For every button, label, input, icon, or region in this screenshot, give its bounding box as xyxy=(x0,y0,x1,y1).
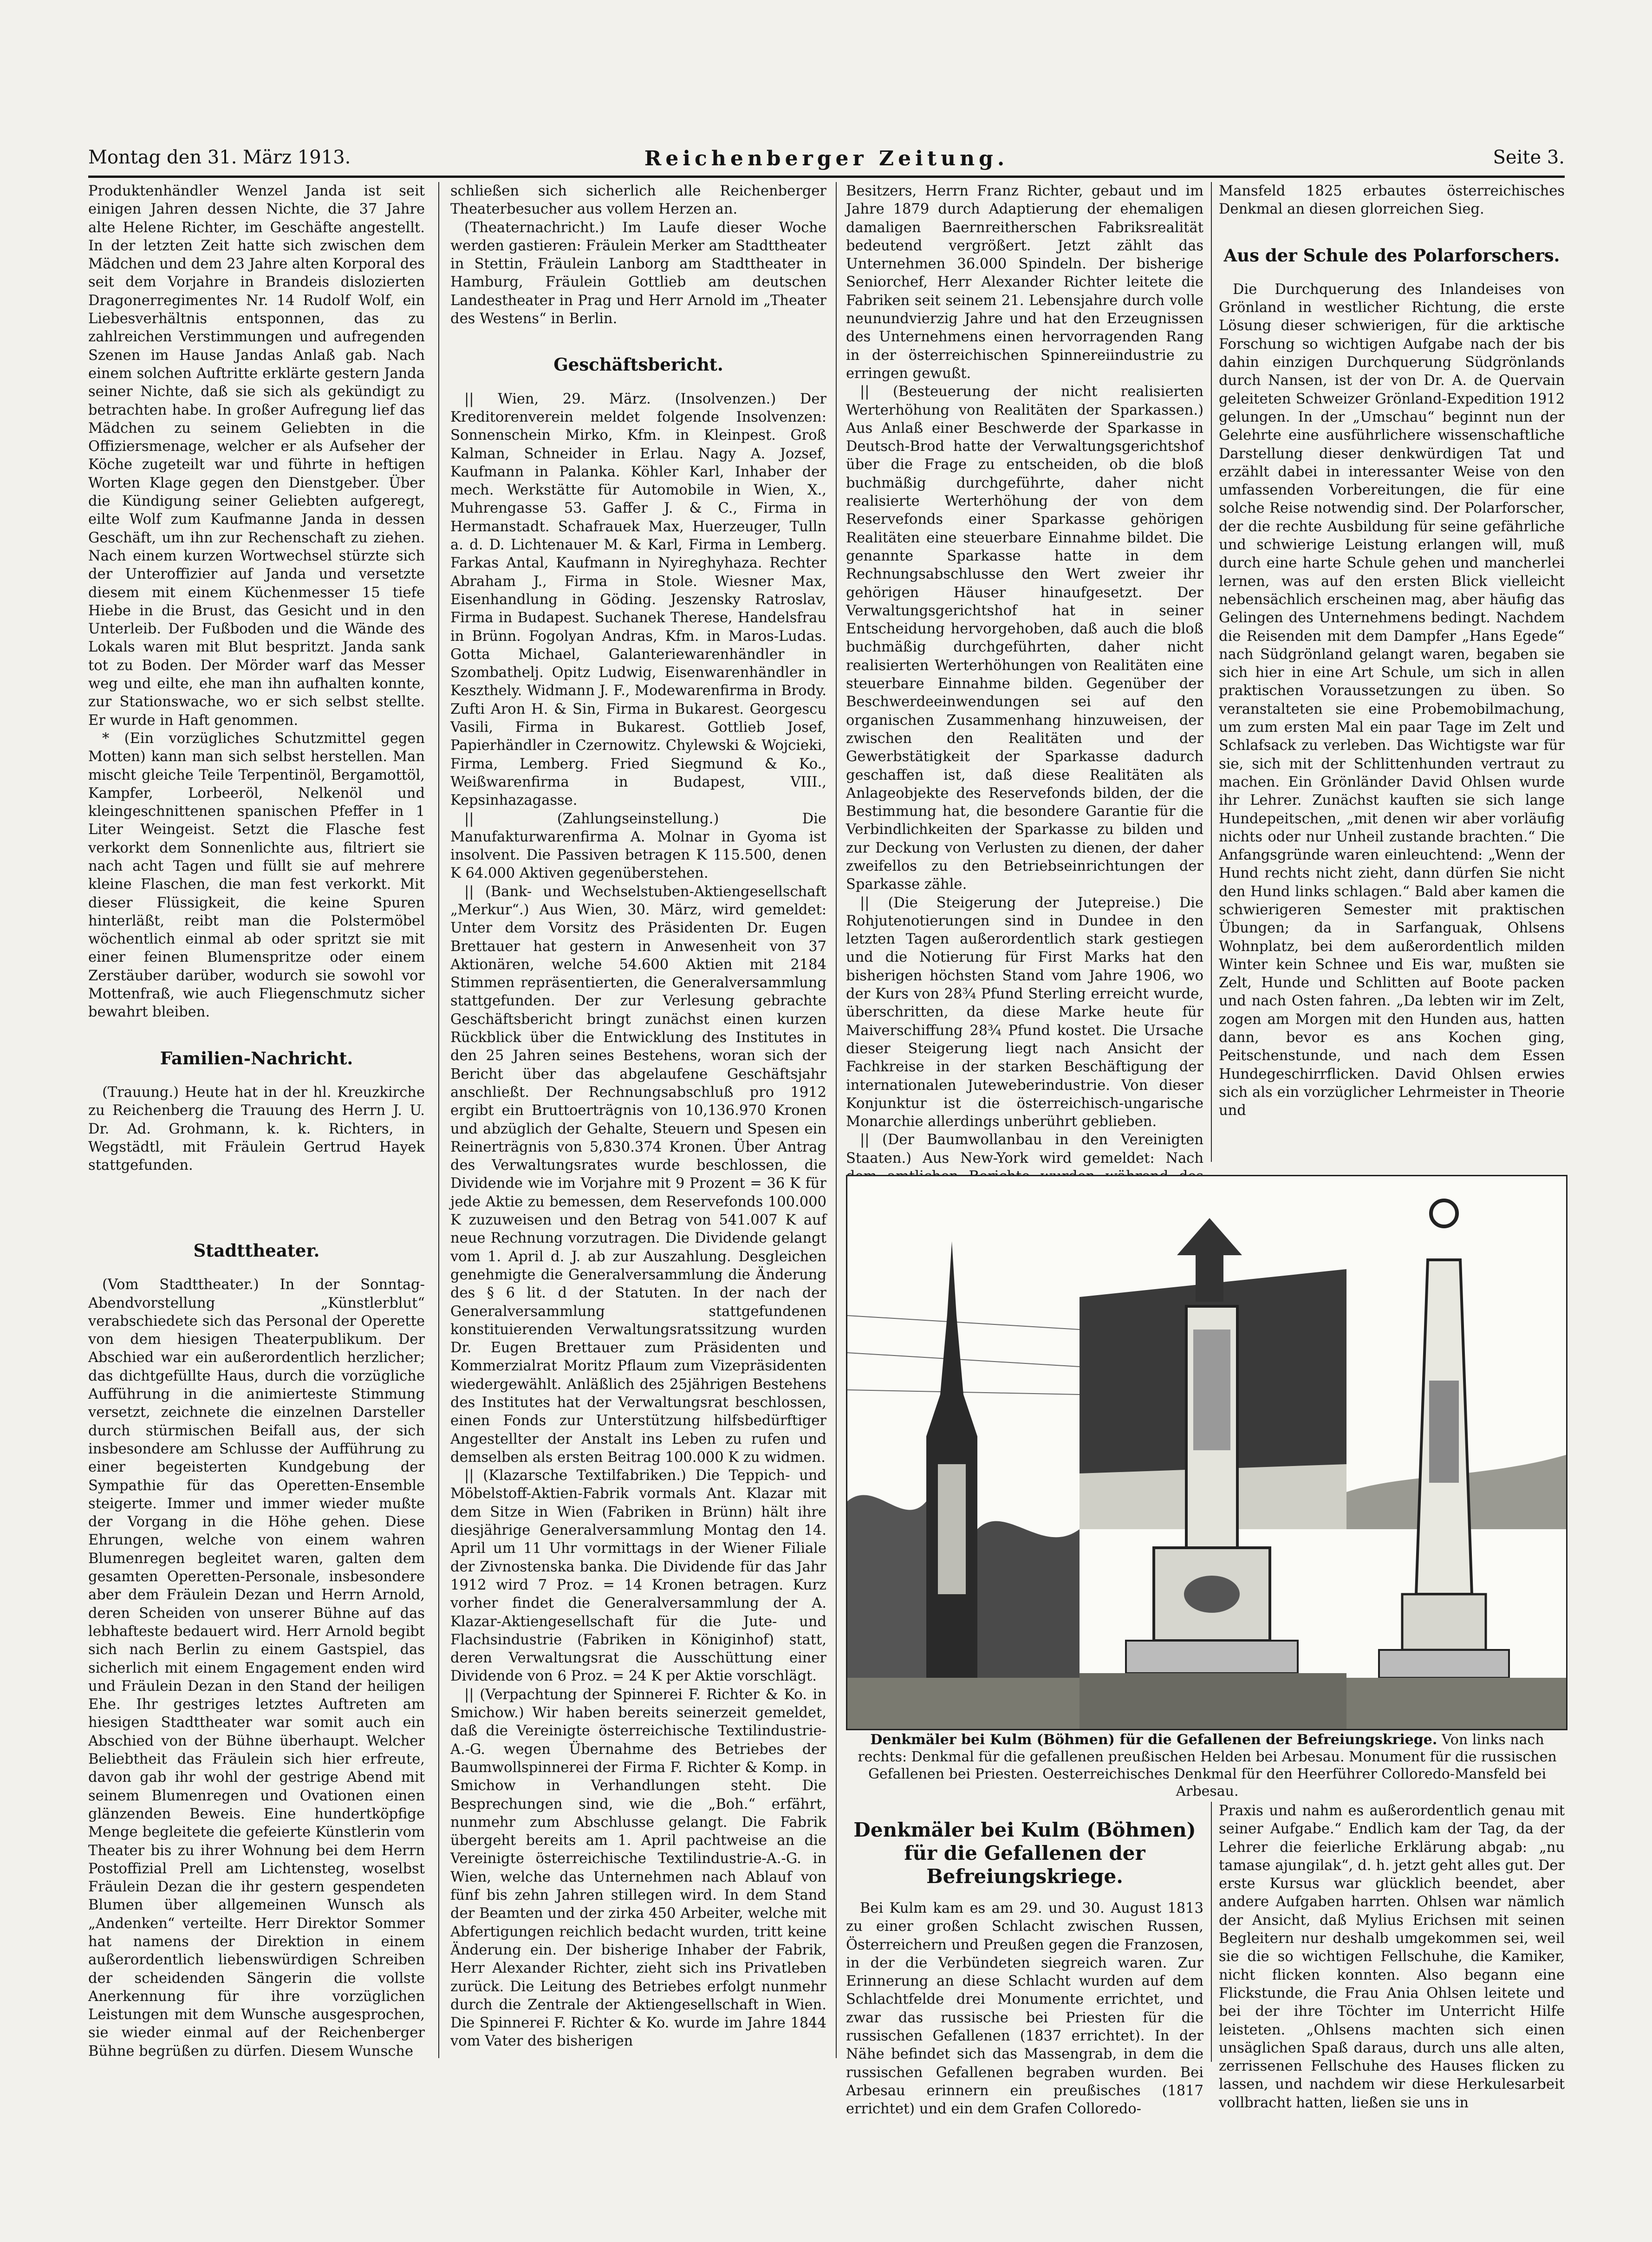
column-5 xyxy=(846,1802,1203,2118)
article-richter-spinning: || (Verpachtung der Spinnerei F. Richter & Ko. in Smichow.) Wir haben bereits seinerzeit gemeldet, daß die Vereinigte österreichische Textilindustrie-A.-G. wegen Übernahme des Betriebes der Baumwollspinnerei der Firma F. Richter & Komp. in Smichow in Verhandlungen steht. Die Besprechungen sind, wie die „Boh.“ erfährt, nunmehr zum Abschlusse gelangt. Die Fabrik übergeht bereits am 1. April pachtweise an die Vereinigte österreichische Textilindustrie-A.-G. in Wien, welche das Unternehmen nach Ablauf von fünf bis zehn Jahren stillegen wird. In dem Stand der Beamten und der zirka 450 Arbeiter, welche mit Abfertigungen reichlich bedacht wurden, tritt keine Änderung ein. Der bisherige Inhaber der Fabrik, Herr Alexander Richter, zieht sich ins Privatleben zurück. Die Leitung des Betriebes erfolgt nunmehr durch die Zentrale der Aktiengesellschaft in Wien. Die Spinnerei F. Richter & Ko. wurde im Jahre 1844 vom Vater des bisherigen xyxy=(450,1686,826,2050)
column-divider xyxy=(836,182,837,2058)
newspaper-title: Reichenberger Zeitung. xyxy=(644,147,1009,170)
austrian-monument-picture xyxy=(1346,1176,1566,1729)
monuments-illustration xyxy=(846,1175,1567,1730)
article-payment-suspension: || (Zahlungseinstellung.) Die Manufakturwarenfirma A. Molnar in Gyoma ist insolvent. Die Passiven betragen K 115.500, denen K 64.000 Aktiven gegenüberstehen. xyxy=(450,810,826,882)
article-polar-school: Die Durchquerung des Inlandeises von Grönland in westlicher Richtung, die erste Lösung dieser schwierigen, für die arktische Forschung so wichtigen Aufgabe nach der bis dahin einzigen Durchquerung Südgrönlands durch Nansen, ist der von Dr. A. de Quervain geleiteten Schweizer Grönland-Expedition 1912 gelungen. In der „Umschau“ beginnt nun der Gelehrte eine ausführlichere wissenschaftliche Darstellung dieser denkwürdigen Tat und erzählt dabei in interessanter Weise von den umfassenden Vorbereitungen, die für eine solche Reise notwendig sind. Der Polarforscher, der die rechte Ausbildung für seine gefährliche und schwierige Leistung erlangen will, muß durch eine harte Schule gehen und mancherlei lernen, was auf den ersten Blick vielleicht nebensächlich erscheinen mag, aber häufig das Gelingen des Unternehmens bedingt. Nachdem die Reisenden mit dem Dampfer „Hans Egede“ nach Südgrönland gelangt waren, begaben sie sich hier in eine Art Schule, um sich in allen praktischen Voraussetzungen zu üben. So veranstalteten sie eine Probemobilmachung, um zum ersten Mal ein paar Tage im Zelt und Schlafsack zu verleben. Das Wichtigste war für sie, sich mit der Schlittenhunden vertraut zu machen. Ein Grönländer David Ohlsen wurde ihr Lehrer. Zunächst kauften sie sich lange Hundepeitschen, „mit denen wir aber vorläufig nichts oder nur Unheil zustande brachten.“ Die Anfangsgründe waren einleuchtend: „Wenn der Hund rechts nicht zieht, dann dürfen Sie nicht den Hund links schlagen.“ Bald aber kamen die schwierigeren Semester mit praktischen Übungen; da in Sarfanguak, Ohlsens Wohnplatz, bei dem außerordentlich milden Winter kein Schnee und Eis war, mußten sie Zelt, Hunde und Schlitten auf Boote packen und nach Osten fahren. „Da lebten wir im Zelt, zogen am Morgen mit den Hunden aus, hatten dann, bevor es ans Kochen ging, Peitschenstunde, und nach dem Essen Hundegeschirrflicken. David Ohlsen erwies sich als ein vorzüglicher Lehrmeister in Theorie und xyxy=(1219,281,1565,1119)
column-4 xyxy=(1219,182,1565,1204)
article-theater-farewell: (Vom Stadttheater.) In der Sonntag-Abendvorstellung „Künstlerblut“ verabschiedete sich das Personal der Operette von dem hiesigen Theaterpublikum. Der Abschied war ein außerordentlich herzlicher; das dichtgefüllte Haus, durch die vorzügliche Aufführung in die animierteste Stimmung versetzt, zeichnete die einzelnen Darsteller durch stürmischen Beifall aus, der sich insbesondere am Schlusse der Aufführung zu einer begeisterten Kundgebung der Sympathie für das Operetten-Ensemble steigerte. Immer und immer wieder mußte der Vorgang in die Höhe gehen. Diese Ehrungen, welche von einem wahren Blumenregen begleitet waren, galten dem gesamten Operetten-Personale, insbesondere aber dem Fräulein Dezan und Herrn Arnold, deren Scheiden von unserer Bühne auf das lebhafteste bedauert wird. Herr Arnold begibt sich nach Berlin zu einem Gastspiel, das sicherlich mit einem Engagement enden wird und Fräulein Dezan in den Stand der heiligen Ehe. Ihr gestriges letztes Auftreten am hiesigen Stadttheater war somit auch ein Abschied von der Bühne überhaupt. Welcher Beliebtheit das Fräulein sich hier erfreute, davon gab ihr wohl der gestrige Abend mit seinem Blumenregen und Ovationen einen glänzenden Beweis. Eine hundertköpfige Menge begleitete die gefeierte Künstlerin vom Theater bis zu ihrer Wohnung bei dem Herrn Postoffizial Prell am Lichtensteg, woselbst Fräulein Dezan die ihr gestern gespendeten Blumen über allgemeinen Wunsch als „Andenken“ verteilte. Herr Direktor Sommer hat namens der Direktion in einem außerordentlich liebenswürdigen Schreiben der scheidenden Sängerin die vollste Anerkennung für ihre vorzüglichen Leistungen mit dem Wunsche ausgesprochen, sie wieder einmal auf der Reichenberger Bühne begrüßen zu dürfen. Diesem Wunsche xyxy=(88,1277,425,2060)
column-divider xyxy=(438,182,439,2058)
russian-monument-picture xyxy=(1080,1176,1348,1729)
page-number: Seite 3. xyxy=(1493,147,1565,168)
article-theater-news: (Theaternachricht.) Im Laufe dieser Woche werden gastieren: Fräulein Merker am Stadttheater in Stettin, Fräulein Lanborg am Stadttheater in Hamburg, Fräulein Gottlieb am deutschen Landestheater in Prag und Herr Arnold im „Theater des Westens“ in Berlin. xyxy=(450,219,826,327)
prussian-monument-picture xyxy=(847,1176,1081,1729)
article-jute-prices: || (Die Steigerung der Jutepreise.) Die Rohjutenotierungen sind in Dundee in den letzten Tagen außerordentlich stark gestiegen und die Notierung für First Marks hat den bisherigen höchsten Stand vom Jahre 1906, wo der Kurs von 28¾ Pfund Sterling erreicht wurde, überschritten, da diese Marke heute für Maiverschiffung 28¾ Pfund kostet. Die Ursache dieser Steigerung liegt nach Ansicht der Fachkreise in der starken Beschäftigung der internationalen Juteweberindustrie. Von dieser Konjunktur ist die österreichisch-ungarische Monarchie allerdings unberührt geblieben. xyxy=(846,894,1203,1130)
issue-date: Montag den 31. März 1913. xyxy=(88,147,351,168)
article-savings-bank-tax: || (Besteuerung der nicht realisierten Werterhöhung von Realitäten der Sparkassen.) Aus Anlaß einer Beschwerde der Sparkasse in Deutsch-Brod hatte der Verwaltungsgerichtshof über die Frage zu entscheiden, ob die bloß buchmäßig durchgeführte, daher nicht realisierte Werterhöhung der von dem Reservefonds einer Sparkasse gehörigen Realitäten eine steuerbare Einnahme bildet. Die genannte Sparkasse hatte in dem Rechnungsabschlusse den Wert zweier ihr gehörigen Häuser hinaufgesetzt. Der Verwaltungsgerichtshof hat in seiner Entscheidung hervorgehoben, daß auch die bloß buchmäßig durchgeführten, daher nicht realisierten Werterhöhungen von Realitäten eine steuerbare Einnahme bilden. Gegenüber der Beschwerdeeinwendungen sei auf den organischen Zusammenhang hinzuweisen, der zwischen den Realitäten und der Gewerbstätigkeit der Sparkasse dadurch geschaffen ist, daß diese Realitäten als Anlageobjekte des Reservefonds bilden, der die Bestimmung hat, die besondere Garantie für die Verbindlichkeiten der Sparkasse zu bilden und zur Deckung von Verlusten zu dienen, der daher zweifellos zu den Betriebseinrichtungen der Sparkasse zähle. xyxy=(846,384,1203,893)
article-klazar-textile: || (Klazarsche Textilfabriken.) Die Teppich- und Möbelstoff-Aktien-Fabrik vormals Ant. Klazar mit dem Sitze in Wien (Fabriken in Brünn) hält ihre diesjährige Generalversammlung Montag den 14. April um 11 Uhr vormittags in der Wiener Filiale der Zivnostenska banka. Die Dividende für das Jahr 1912 wird 7 Proz. = 14 Kronen betragen. Kurz vorher findet die Generalversammlung der A. Klazar-Aktiengesellschaft für die Jute- und Flachsindustrie (Fabriken in Königinhof) statt, deren Verwaltungsrat die Ausschüttung einer Dividende von 6 Proz. = 24 K per Aktie vorschlägt. xyxy=(450,1467,826,1685)
column-3 xyxy=(846,182,1203,1204)
column-1 xyxy=(88,182,425,1232)
header-rule xyxy=(88,176,1565,178)
article-moth-remedy: * (Ein vorzügliches Schutzmittel gegen Motten) kann man sich selbst herstellen. Man mischt gleiche Teile Terpentinöl, Bergamottöl, Kampfer, Lorbeeröl, Nelkenöl und kleingeschnittenen spanischen Pfeffer in 1 Liter Weingeist. Setzt die Flasche fest verkorkt dem Sonnenlichte aus, filtriert sie nach acht Tagen und füllt sie auf mehrere kleine Flaschen, die man fest verkorkt. Mit dieser Flüssigkeit, die keine Spuren hinterläßt, reibt man die Polstermöbel wöchentlich einmal ab oder spritzt sie mit einer feinen Blumenspritze oder einem Zerstäuber darüber, wodurch sie sowohl vor Mottenfraß, wie auch Fliegenschmutz sicher bewahrt bleiben. xyxy=(88,730,425,1021)
article-wedding: (Trauung.) Heute hat in der hl. Kreuzkirche zu Reichenberg die Trauung des Herrn J. U. Dr. Ad. Grohmann, k. k. Richters, in Wegstädtl, mit Fräulein Gertrud Hayek stattgefunden. xyxy=(88,1084,425,1174)
column-divider xyxy=(1211,182,1212,1162)
article-cotton: || (Der Baumwollanbau in den Vereinigten Staaten.) Aus New-York wird gemeldet: Nach xyxy=(846,1132,1203,1167)
article-merkur-bank: || (Bank- und Wechselstuben-Aktiengesellschaft „Merkur“.) Aus Wien, 30. März, wird gemeldet: Unter dem Vorsitz des Präsidenten Dr. Eugen Brettauer hat gestern in Anwesenheit von 37 Aktionären, welche 54.600 Aktien mit 2184 Stimmen repräsentierten, die Generalversammlung stattgefunden. Der zur Verlesung gebrachte Geschäftsbericht bringt zunächst einen kurzen Rückblick über die Entwicklung des Institutes in den 25 Jahren seines Bestehens, woran sich der Bericht über das abgelaufene Geschäftsjahr anschließt. Der Rechnungsabschluß pro 1912 ergibt ein Bruttoerträgnis von 10,136.970 Kronen und abzüglich der Gehalte, Steuern und Spesen ein Reinerträgnis von 5,830.374 Kronen. Über Antrag des Verwaltungsrates wurde beschlossen, die Dividende wie im Vorjahre mit 9 Prozent = 36 K für jede Aktie zu bemessen, dem Reservefonds 100.000 K zuzuweisen und den Betrag von 541.007 K auf neue Rechnung vorzutragen. Die Dividende gelangt vom 1. April d. J. ab zur Auszahlung. Desgleichen genehmigte die Generalversammlung die Änderung des § 6 lit. d der Statuten. In der nach der Generalversammlung stattgefundenen konstituierenden Verwaltungsratssitzung wurden Dr. Eugen Brettauer zum Präsidenten und Kommerzialrat Moritz Pflaum zum Vizepräsidenten wiedergewählt. Anläßlich des 25jährigen Bestehens des Institutes hat der Verwaltungsrat beschlossen, einen Fonds zur Unterstützung hilfsbedürftiger Angestellter der Anstalt ins Leben zu rufen und demselben als ersten Beitrag 100.000 K zu widmen. xyxy=(450,883,826,1466)
article-kulm-monument-cont: Mansfeld 1825 erbautes österreichisches Denkmal an diesen glorreichen Sieg. xyxy=(1219,183,1565,218)
heading-family-news: Familien-Nachricht. xyxy=(160,1048,353,1069)
column-6 xyxy=(1219,1802,1565,2111)
column-1-theater xyxy=(88,1231,425,2060)
article-richter-cont: Besitzers, Herrn Franz Richter, gebaut und im Jahre 1879 durch Adaptierung der ehemaligen damaligen Baernreitherschen Fabriksrealität bedeutend vergrößert. Jetzt zählt das Unternehmen 36.000 Spindeln. Der bisherige Seniorchef, Herr Alexander Richter leitete die Fabriken seit seinem 21. Lebensjahre durch volle neunundvierzig Jahre und hat den Erzeugnissen des Unternehmens einen hervorragenden Rang in der österreichischen Spinnereiindustrie zu erringen gewußt. xyxy=(846,183,1203,382)
heading-business-report: Geschäftsbericht. xyxy=(553,354,723,375)
column-divider xyxy=(1211,1802,1212,2062)
caption-text: Von links nach rechts: Denkmal für die gefallenen preußischen Helden bei Arbesau. Monument für die russischen Gefallenen bei Priesten. Oesterreichisches Denkmal für den Heerführer Colloredo-Mansfeld bei Arbesau. xyxy=(858,1732,1557,1799)
heading-polar-school: Aus der Schule des Polarforschers. xyxy=(1223,245,1560,266)
article-kulm-monuments: Bei Kulm kam es am 29. und 30. August 1813 zu einer großen Schlacht zwischen Russen, Österreichern und Preußen gegen die Franzosen, in der die Verbündeten siegreich waren. Zur Erinnerung an diese Schlacht wurden auf dem Schlachtfelde drei Monumente errichtet, und zwar das russische bei Priesten für die russischen Gefallenen (1837 errichtet). In der Nähe befindet sich das Massengrab, in dem die russischen Gefallenen begraben wurden. Bei Arbesau erinnern ein preußisches (1817 errichtet) und ein dem Grafen Colloredo- xyxy=(846,1900,1203,2118)
illustration-caption xyxy=(850,1731,1565,1800)
column-2 xyxy=(450,182,826,2058)
article-insolvencies: || Wien, 29. März. (Insolvenzen.) Der Kreditorenverein meldet folgende Insolvenzen: Sonnenschein Mirko, Kfm. in Kleinpest. Groß Kalman, Schneider in Erlau. Nagy A. Jozsef, Kaufmann in Palanka. Köhler Karl, Inhaber der mech. Werkstätte für Automobile in Wien, X., Muhrengasse 53. Gaffer J. & C., Firma in Hermanstadt. Schafrauek Max, Huerzeuger, Tulln a. d. D. Lichtenauer M. & Karl, Firma in Lemberg. Farkas Antal, Kaufmann in Nyireghyhaza. Rechter Abraham J., Firma in Stole. Wiesner Max, Eisenhandlung in Göding. Jeszensky Ratroslav, Firma in Budapest. Suchanek Therese, Handelsfrau in Brünn. Fogolyan Andras, Kfm. in Maros-Ludas. Gotta Michael, Galanteriewarenhändler in Szombathelj. Opitz Ludwig, Eisenwarenhändler in Keszthely. Widmann J. F., Modewarenfirma in Brody. Zufti Aron H. & Sin, Firma in Bukarest. Georgescu Vasili, Firma in Bukarest. Gottlieb Josef, Papierhändler in Czernowitz. Chylewski & Wojcieki, Firma, Lemberg. Fried Siegmund & Ko., Weißwarenfirma in Budapest, VIII., Kepsinhazagasse. xyxy=(450,391,826,809)
heading-kulm-monuments: Denkmäler bei Kulm (Böhmen) für die Gefallenen der Befreiungskriege. xyxy=(853,1818,1196,1888)
caption-title: Denkmäler bei Kulm (Böhmen) für die Gefallenen der Befreiungskriege. xyxy=(870,1732,1437,1748)
article-murder: Produktenhändler Wenzel Janda ist seit einigen Jahren dessen Nichte, die 37 Jahre alte Helene Richter, im Geschäfte angestellt. In der letzten Zeit hatte sich zwischen dem Mädchen und dem 23 Jahre alten Korporal des seit dem Vorjahre in Brandeis dislozierten Dragonerregimentes Nr. 14 Rudolf Wolf, ein Liebesverhältnis entsponnen, das zu zahlreichen Verstimmungen und aufregenden Szenen im Hause Jandas Anlaß gab. Nach einem solchen Auftritte erklärte gestern Janda seiner Nichte, daß sie sich als gekündigt zu betrachten habe. In großer Aufregung lief das Mädchen zu seinem Geliebten in die Offiziersmenage, welcher er als Aufseher der Köche zugeteilt war und führte in heftigen Worten Klage gegen den Dienstgeber. Über die Kündigung seiner Geliebten aufgeregt, eilte Wolf zum Kaufmanne Janda in dessen Geschäft, um ihn zur Rechenschaft zu ziehen. Nach einem kurzen Wortwechsel stürzte sich der Unteroffizier auf Janda und versetzte diesem mit einem Küchenmesser 15 tiefe Hiebe in die Brust, das Gesicht und in den Unterleib. Der Fußboden und die Wände des Lokals waren mit Blut bespritzt. Janda sank tot zu Boden. Der Mörder warf das Messer weg und eilte, ehe man ihn aufhalten konnte, zur Stationswache, wo er sich selbst stellte. Er wurde in Haft genommen. xyxy=(88,183,425,729)
article-polar-school-cont: Praxis und nahm es außerordentlich genau mit seiner Aufgabe.“ Endlich kam der Tag, da der Lehrer die feierliche Erklärung abgab: „nu tamase ajungilak“, d. h. jetzt geht alles gut. Der erste Kursus war glücklich beendet, aber andere Aufgaben harrten. Ohlsen war nämlich der Ansicht, daß Mylius Erichsen mit seinen Begleitern nur deshalb umgekommen sei, weil sie die so wichtigen Fellschuhe, die Kamiker, nicht flicken konnten. Also begann eine Flickstunde, die Frau Ania Ohlsen leitete und bei der ihre Töchter im Unterricht Hilfe leisteten. „Ohlsens machten sich einen unsäglichen Spaß daraus, durch uns alle alten, zerrissenen Fellschuhe des Hauses flicken zu lassen, und nachdem wir diese Herkulesarbeit vollbracht hatten, ließen sie uns in xyxy=(1219,1803,1565,2111)
heading-stadttheater: Stadttheater. xyxy=(193,1240,320,1261)
article-theater-cont: schließen sich sicherlich alle Reichenberger Theaterbesucher aus vollem Herzen an. xyxy=(450,183,826,218)
page-header xyxy=(88,147,1565,179)
